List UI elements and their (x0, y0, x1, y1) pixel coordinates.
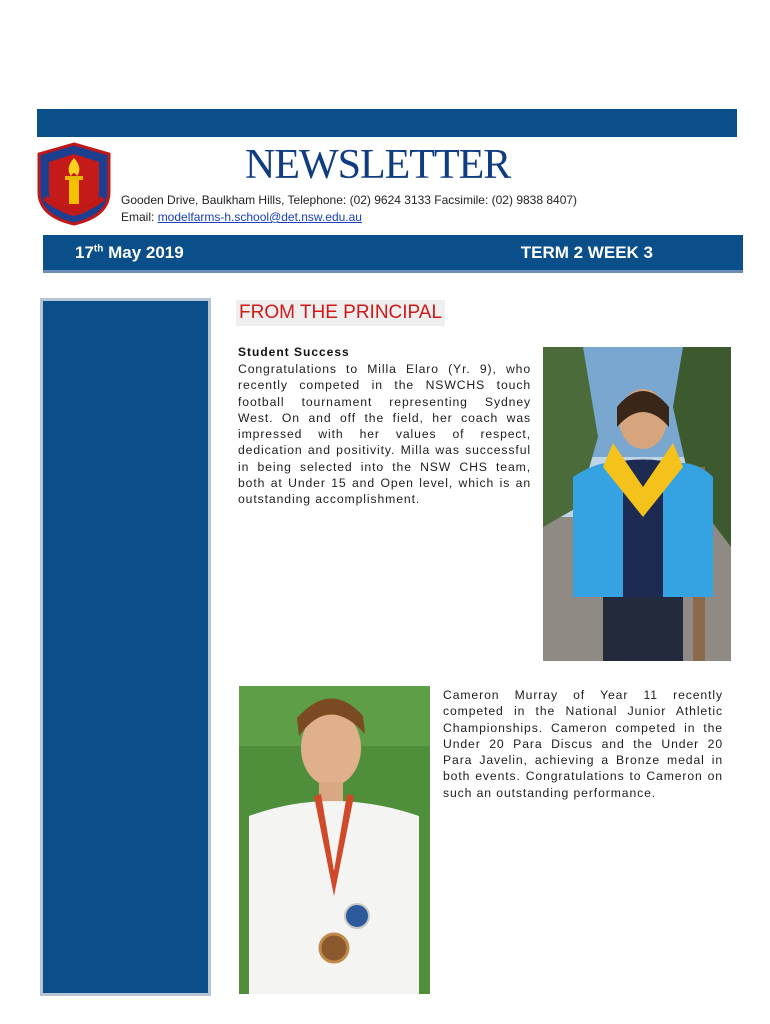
top-banner-bar (37, 109, 737, 137)
issue-date: 17th May 2019 (75, 243, 184, 262)
date-bar (43, 235, 743, 273)
section-heading: FROM THE PRINCIPAL (236, 300, 445, 326)
newsletter-title: NEWSLETTER (245, 142, 511, 188)
school-logo (35, 142, 113, 226)
photo-milla (543, 347, 731, 661)
email-row (121, 210, 362, 224)
email-link[interactable]: modelfarms-h.school@det.nsw.edu.au (157, 210, 362, 224)
article-paragraph-cameron: Cameron Murray of Year 11 recently competed in the National Junior Athletic Championships. Cameron competed in the Under 20 Para Discus and the Under 20 Para Javelin, achieving a Bronze medal in both events. Congratulations to Cameron on such an outstanding performance. (443, 688, 723, 800)
article-subheading: Student Success (238, 345, 350, 359)
sidebar-panel (40, 298, 211, 996)
article-paragraph-milla: Congratulations to Milla Elaro (Yr. 9), who recently competed in the NSWCHS touch football tournament representing Sydney West. On and off the field, her coach was impressed with her values of respect, dedication and positivity. Milla was successful in being selected into the NSW CHS team, both at Under 15 and Open level, which is an outstanding accomplishment. (238, 362, 531, 507)
term-week: TERM 2 WEEK 3 (520, 243, 653, 262)
email-label: Email: (121, 210, 155, 224)
photo-cameron (239, 686, 430, 994)
school-address: Gooden Drive, Baulkham Hills, Telephone: (02) 9624 3133 Facsimile: (02) 9838 8407) (121, 193, 578, 207)
